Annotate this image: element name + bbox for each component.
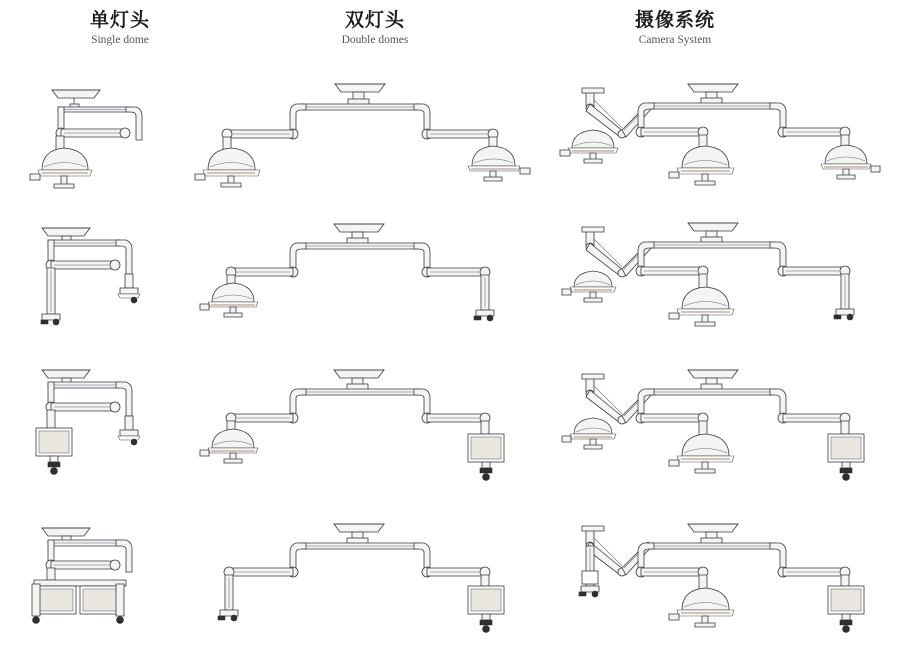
diagram-single-dome-with-monitor xyxy=(28,368,158,493)
diagram-camera-dome-and-monitor-arm xyxy=(560,516,880,644)
diagram-double-dome-with-monitor xyxy=(188,368,528,493)
diagram-camera-system-with-monitor xyxy=(560,362,880,492)
column-heading-cn: 摄像系统 xyxy=(634,9,715,31)
diagram-camera-system-with-small-dome xyxy=(560,215,880,340)
diagram-double-dome-ceiling-mount xyxy=(190,78,530,198)
column-heading-double-domes xyxy=(255,8,495,48)
column-heading-en: Camera System xyxy=(638,34,712,46)
diagram-single-dome-with-small-dome xyxy=(28,222,158,337)
column-heading-en: Single dome xyxy=(91,34,149,46)
column-heading-cn: 单灯头 xyxy=(89,9,150,31)
column-heading-camera-system xyxy=(555,8,795,48)
diagram-double-dome-with-small-dome xyxy=(188,222,528,337)
column-heading-single-dome xyxy=(0,8,240,48)
column-heading-cn: 双灯头 xyxy=(344,9,405,31)
diagram-dome-and-monitor-arm xyxy=(188,522,528,642)
diagram-single-dome-ceiling-mount xyxy=(30,78,160,198)
diagram-camera-system-double-dome xyxy=(560,70,880,200)
column-heading-en: Double domes xyxy=(341,34,409,46)
diagram-twin-monitor-arm xyxy=(28,522,158,642)
